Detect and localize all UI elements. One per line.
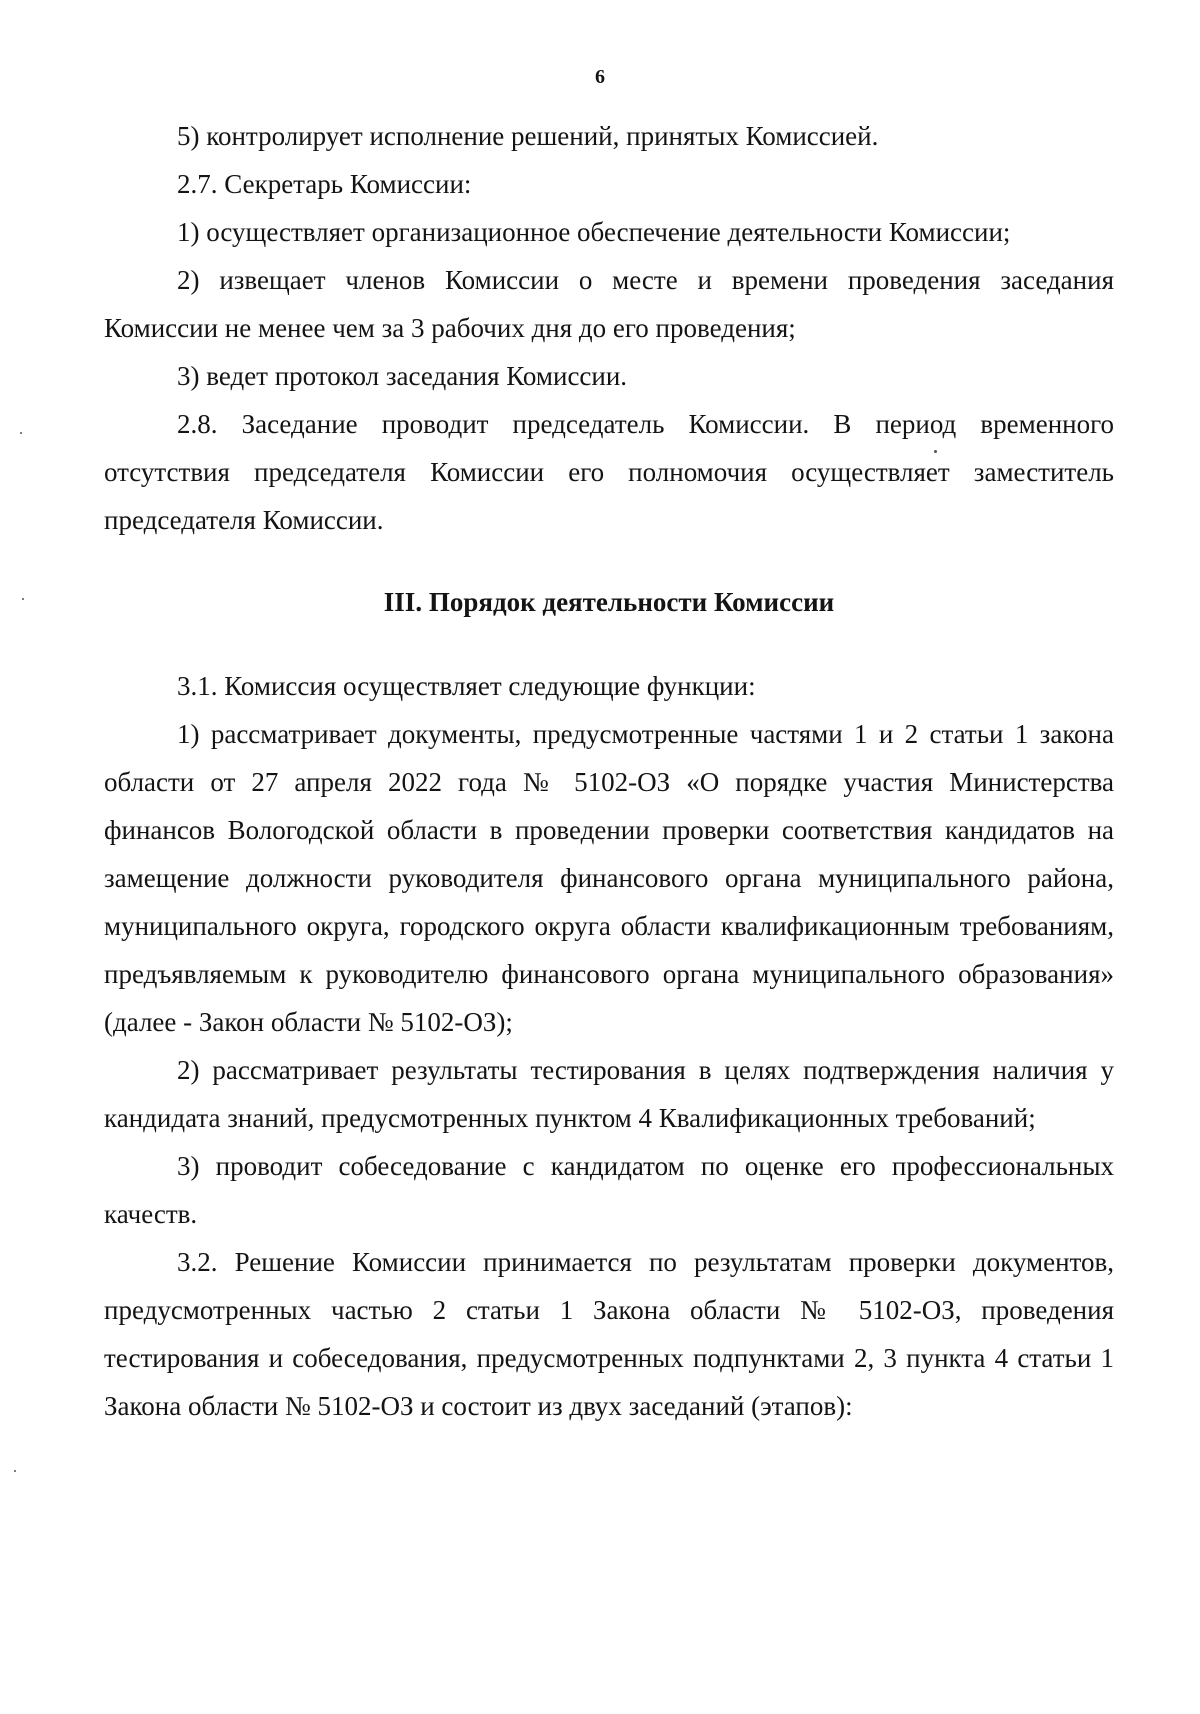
paragraph-item-2-notifies: 2) извещает членов Комиссии о месте и времени проведения заседания Комиссии не менее чем за 3 рабочих дня до его проведения; bbox=[104, 265, 1114, 343]
paragraph-2-7-secretary: 2.7. Секретарь Комиссии: bbox=[177, 169, 472, 199]
scan-speck bbox=[14, 1470, 16, 1472]
page-number: 6 bbox=[595, 66, 605, 88]
paragraph-2-8-meeting-chair: 2.8. Заседание проводит председатель Комиссии. В период временного отсутствия председателя Комиссии его полномочия осуществляет заместитель председателя Комиссии. bbox=[104, 409, 1114, 535]
paragraph-item-1-organizes: 1) осуществляет организационное обеспечение деятельности Комиссии; bbox=[177, 217, 1011, 247]
scan-speck bbox=[20, 432, 22, 434]
section-heading: III. Порядок деятельности Комиссии bbox=[383, 587, 835, 617]
scan-speck bbox=[22, 598, 24, 600]
paragraph-function-2-testing: 2) рассматривает результаты тестирования в целях подтверждения наличия у кандидата знаний, предусмотренных пунктом 4 Квалификационных требований; bbox=[104, 1055, 1114, 1133]
paragraph-function-1-documents: 1) рассматривает документы, предусмотренные частями 1 и 2 статьи 1 закона области от 27 апреля 2022 года № 5102-ОЗ «О порядке участия Министерства финансов Вологодской области в проведении проверки соответствия кандидатов на замещение должности руководителя финансового органа муниципального района, муниципального округа, городского округа области квалификационным требованиям, предъявляемым к руководителю финансового органа муниципального образования» (далее - Закон области № 5102-ОЗ); bbox=[104, 719, 1114, 1037]
paragraph-3-2-decision: 3.2. Решение Комиссии принимается по результатам проверки документов, предусмотренных частью 2 статьи 1 Закона области № 5102-ОЗ, проведения тестирования и собеседования, предусмотренных подпунктами 2, 3 пункта 4 статьи 1 Закона области № 5102-ОЗ и состоит из двух заседаний (этапов): bbox=[104, 1247, 1114, 1421]
document-body bbox=[104, 112, 1114, 1430]
paragraph-function-3-interview: 3) проводит собеседование с кандидатом по оценке его профессиональных качеств. bbox=[104, 1151, 1114, 1229]
paragraph-3-1-functions: 3.1. Комиссия осуществляет следующие функции: bbox=[177, 671, 756, 701]
paragraph-item-5-controls: 5) контролирует исполнение решений, принятых Комиссией. bbox=[177, 121, 879, 151]
scan-speck bbox=[934, 450, 937, 453]
paragraph-item-3-minutes: 3) ведет протокол заседания Комиссии. bbox=[177, 361, 628, 391]
